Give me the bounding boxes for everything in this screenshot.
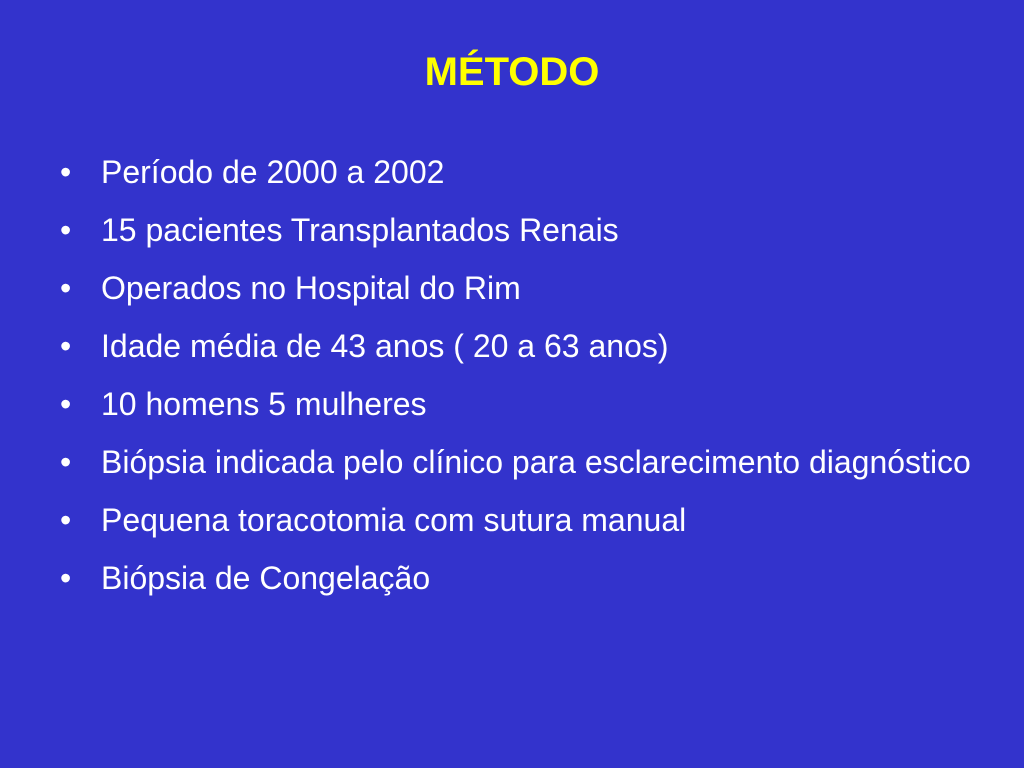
bullet-text: Biópsia indicada pelo clínico para esclarecimento diagnóstico — [101, 444, 971, 480]
slide-title: MÉTODO — [424, 50, 600, 94]
bullet-item — [56, 382, 996, 426]
bullet-item — [56, 266, 996, 310]
bullet-text: Biópsia de Congelação — [101, 560, 431, 596]
bullet-item — [56, 150, 996, 194]
bullet-text: Operados no Hospital do Rim — [101, 270, 521, 306]
bullet-text: Idade média de 43 anos ( 20 a 63 anos) — [101, 328, 669, 364]
bullet-item — [56, 440, 996, 484]
bullet-dot-icon: • — [60, 270, 72, 306]
bullet-item — [56, 498, 996, 542]
bullet-dot-icon: • — [60, 212, 72, 248]
bullet-text: Pequena toracotomia com sutura manual — [101, 502, 687, 538]
bullet-item — [56, 556, 996, 600]
bullet-dot-icon: • — [60, 560, 72, 596]
bullet-text: 15 pacientes Transplantados Renais — [101, 212, 619, 248]
bullet-text: 10 homens 5 mulheres — [101, 386, 427, 422]
bullet-list — [56, 150, 996, 614]
bullet-dot-icon: • — [60, 154, 72, 190]
bullet-dot-icon: • — [60, 502, 72, 538]
bullet-text: Período de 2000 a 2002 — [101, 154, 445, 190]
bullet-item — [56, 324, 996, 368]
bullet-dot-icon: • — [60, 444, 72, 480]
bullet-dot-icon: • — [60, 328, 72, 364]
bullet-dot-icon: • — [60, 386, 72, 422]
bullet-item — [56, 208, 996, 252]
